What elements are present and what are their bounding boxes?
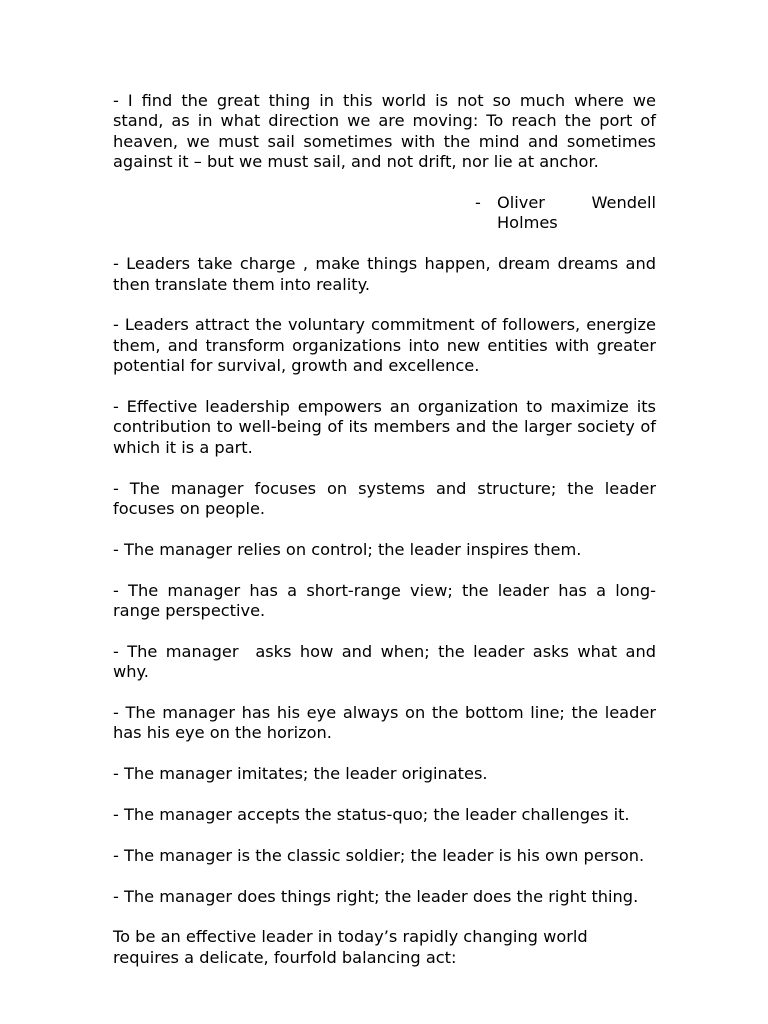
paragraph-4: - The manager focuses on systems and structure; the leader focuses on people. [113,478,656,519]
closing-paragraph: To be an effective leader in today’s rapidly changing world requires a delicate, fourfold balancing act: [113,927,588,967]
attribution-dash: - [475,193,481,213]
paragraph-12: - The manager does things right; the leader does the right thing. [113,886,639,906]
paragraph-2: - Leaders attract the voluntary commitment of followers, energize them, and transform organizations into new entities with greater potential for survival, growth and excellence. [113,315,656,376]
paragraph-3: - Effective leadership empowers an organization to maximize its contribution to well-being of its members and the larger society of which it is a part. [113,397,656,457]
author-first-name: Oliver [497,193,545,213]
quote-attribution [113,193,656,234]
paragraph-1: - Leaders take charge , make things happen, dream dreams and then translate them into reality. [113,254,656,294]
author-middle-name: Wendell [591,193,656,213]
author-last-name: Holmes [497,213,558,233]
document-body [113,91,662,968]
paragraph-11: - The manager is the classic soldier; the leader is his own person. [113,845,645,865]
paragraph-8: - The manager has his eye always on the bottom line; the leader has his eye on the horizon. [113,703,656,743]
quote-text: - I find the great thing in this world is not so much where we stand, as in what direction we are moving: To reach the port of heaven, we must sail sometimes with the mind and sometimes against it – but we must sail, and not drift, nor lie at anchor. [113,91,656,172]
paragraph-9: - The manager imitates; the leader originates. [113,764,488,784]
paragraph-10: - The manager accepts the status-quo; the leader challenges it. [113,805,630,825]
paragraph-7: - The manager asks how and when; the leader asks what and why. [113,641,662,682]
attribution-author [497,193,656,234]
paragraph-5: - The manager relies on control; the leader inspires them. [113,539,582,559]
paragraph-6: - The manager has a short-range view; the leader has a long-range perspective. [113,580,656,621]
